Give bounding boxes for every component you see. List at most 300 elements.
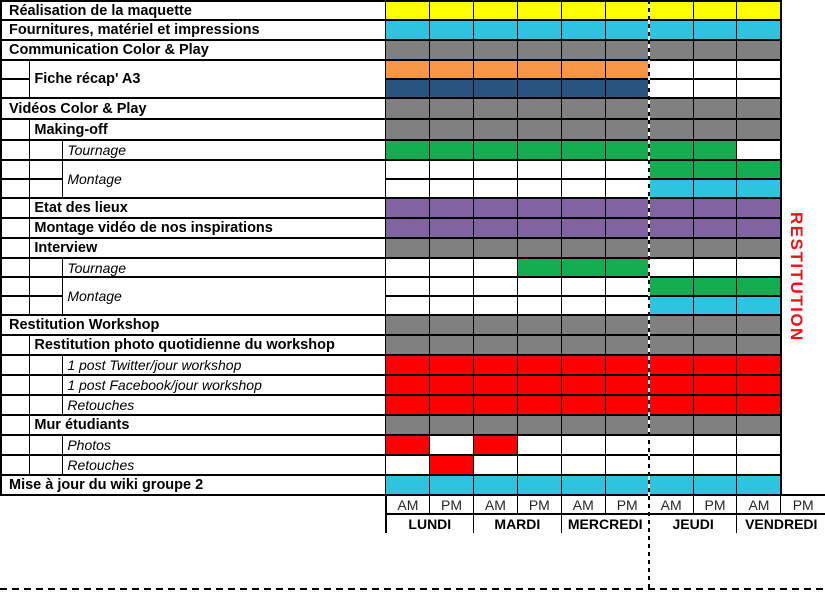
indent-cell[interactable]	[30, 179, 63, 198]
schedule-cell[interactable]	[430, 296, 474, 315]
schedule-cell[interactable]	[430, 179, 474, 198]
task-label[interactable]: Photos	[63, 435, 386, 455]
schedule-cell[interactable]	[693, 335, 737, 355]
schedule-cell[interactable]	[649, 218, 693, 238]
schedule-cell[interactable]	[693, 415, 737, 435]
schedule-cell[interactable]	[561, 315, 605, 335]
schedule-cell[interactable]	[386, 40, 430, 60]
schedule-cell[interactable]	[517, 40, 561, 60]
schedule-cell[interactable]	[561, 277, 605, 296]
task-label[interactable]: Making-off	[30, 119, 386, 140]
schedule-cell[interactable]	[737, 160, 781, 179]
task-label[interactable]: Mur étudiants	[30, 415, 386, 435]
schedule-cell[interactable]	[737, 218, 781, 238]
schedule-cell[interactable]	[517, 475, 561, 495]
schedule-cell[interactable]	[517, 60, 561, 79]
schedule-cell[interactable]	[561, 1, 605, 20]
schedule-cell[interactable]	[386, 455, 430, 475]
schedule-cell[interactable]	[386, 277, 430, 296]
schedule-cell[interactable]	[649, 60, 693, 79]
schedule-cell[interactable]	[561, 455, 605, 475]
schedule-cell[interactable]	[473, 40, 517, 60]
schedule-cell[interactable]	[561, 355, 605, 375]
schedule-cell[interactable]	[386, 315, 430, 335]
schedule-cell[interactable]	[693, 238, 737, 258]
schedule-cell[interactable]	[737, 475, 781, 495]
schedule-cell[interactable]	[430, 218, 474, 238]
schedule-cell[interactable]	[605, 60, 649, 79]
indent-cell[interactable]	[1, 179, 30, 198]
schedule-cell[interactable]	[473, 218, 517, 238]
schedule-cell[interactable]	[649, 455, 693, 475]
schedule-cell[interactable]	[386, 238, 430, 258]
schedule-cell[interactable]	[473, 79, 517, 98]
schedule-cell[interactable]	[605, 1, 649, 20]
schedule-cell[interactable]	[517, 20, 561, 40]
schedule-cell[interactable]	[605, 475, 649, 495]
schedule-cell[interactable]	[561, 218, 605, 238]
page-break-horizontal-line	[0, 588, 825, 590]
schedule-cell[interactable]	[517, 119, 561, 140]
schedule-cell[interactable]	[386, 258, 430, 277]
schedule-cell[interactable]	[649, 258, 693, 277]
task-label[interactable]: Fournitures, matériel et impressions	[1, 20, 386, 40]
schedule-cell[interactable]	[693, 395, 737, 415]
schedule-cell[interactable]	[649, 277, 693, 296]
task-label[interactable]: Montage	[63, 160, 386, 198]
schedule-cell[interactable]	[693, 198, 737, 218]
schedule-cell[interactable]	[605, 198, 649, 218]
schedule-cell[interactable]	[473, 395, 517, 415]
schedule-cell[interactable]	[605, 40, 649, 60]
indent-cell[interactable]	[1, 258, 30, 277]
schedule-cell[interactable]	[561, 160, 605, 179]
schedule-cell[interactable]	[737, 20, 781, 40]
schedule-cell[interactable]	[649, 79, 693, 98]
schedule-cell[interactable]	[649, 1, 693, 20]
day-header-cell[interactable]: JEUDI	[649, 514, 737, 533]
schedule-cell[interactable]	[693, 140, 737, 160]
schedule-cell[interactable]	[561, 258, 605, 277]
schedule-cell[interactable]	[473, 1, 517, 20]
schedule-cell[interactable]	[430, 60, 474, 79]
schedule-cell[interactable]	[737, 355, 781, 375]
task-row	[1, 395, 825, 415]
schedule-cell[interactable]	[473, 258, 517, 277]
schedule-cell[interactable]	[605, 160, 649, 179]
schedule-cell[interactable]	[737, 415, 781, 435]
schedule-cell[interactable]	[517, 238, 561, 258]
halfday-header-row	[1, 495, 825, 514]
schedule-cell[interactable]	[430, 160, 474, 179]
schedule-cell[interactable]	[649, 140, 693, 160]
schedule-cell[interactable]	[693, 258, 737, 277]
task-label[interactable]: Communication Color & Play	[1, 40, 386, 60]
schedule-cell[interactable]	[430, 20, 474, 40]
schedule-cell[interactable]	[473, 20, 517, 40]
indent-cell[interactable]	[1, 277, 30, 296]
task-label[interactable]: Tournage	[63, 258, 386, 277]
schedule-cell[interactable]	[737, 258, 781, 277]
indent-cell[interactable]	[30, 455, 63, 475]
schedule-cell[interactable]	[517, 415, 561, 435]
schedule-cell[interactable]	[605, 415, 649, 435]
schedule-cell[interactable]	[693, 315, 737, 335]
schedule-cell[interactable]	[430, 435, 474, 455]
schedule-cell[interactable]	[737, 435, 781, 455]
schedule-cell[interactable]	[605, 140, 649, 160]
task-row	[1, 119, 825, 140]
schedule-cell[interactable]	[517, 140, 561, 160]
schedule-cell[interactable]	[561, 375, 605, 395]
schedule-cell[interactable]	[737, 1, 781, 20]
schedule-cell[interactable]	[649, 98, 693, 119]
schedule-cell[interactable]	[430, 277, 474, 296]
halfday-header-cell[interactable]: PM	[430, 495, 474, 514]
schedule-cell[interactable]	[605, 218, 649, 238]
schedule-cell[interactable]	[430, 315, 474, 335]
schedule-cell[interactable]	[473, 140, 517, 160]
schedule-cell[interactable]	[517, 258, 561, 277]
schedule-cell[interactable]	[430, 119, 474, 140]
schedule-cell[interactable]	[517, 335, 561, 355]
schedule-cell[interactable]	[737, 335, 781, 355]
schedule-cell[interactable]	[737, 277, 781, 296]
indent-cell[interactable]	[1, 455, 30, 475]
schedule-cell[interactable]	[430, 258, 474, 277]
indent-cell[interactable]	[1, 218, 30, 238]
schedule-cell[interactable]	[737, 395, 781, 415]
indent-cell[interactable]	[30, 258, 63, 277]
schedule-cell[interactable]	[386, 335, 430, 355]
schedule-cell[interactable]	[386, 1, 430, 20]
schedule-cell[interactable]	[693, 40, 737, 60]
schedule-cell[interactable]	[473, 435, 517, 455]
schedule-cell[interactable]	[605, 238, 649, 258]
schedule-cell[interactable]	[737, 315, 781, 335]
schedule-cell[interactable]	[517, 296, 561, 315]
halfday-header-cell[interactable]: PM	[693, 495, 737, 514]
schedule-cell[interactable]	[517, 1, 561, 20]
schedule-cell[interactable]	[386, 375, 430, 395]
schedule-cell[interactable]	[430, 375, 474, 395]
schedule-cell[interactable]	[473, 160, 517, 179]
schedule-cell[interactable]	[561, 60, 605, 79]
schedule-cell[interactable]	[605, 315, 649, 335]
schedule-cell[interactable]	[386, 475, 430, 495]
schedule-cell[interactable]	[517, 218, 561, 238]
schedule-cell[interactable]	[649, 355, 693, 375]
schedule-cell[interactable]	[561, 415, 605, 435]
empty-cell	[1, 495, 386, 533]
schedule-cell[interactable]	[737, 198, 781, 218]
schedule-cell[interactable]	[517, 160, 561, 179]
schedule-cell[interactable]	[517, 375, 561, 395]
halfday-header-cell[interactable]: PM	[781, 495, 825, 514]
schedule-cell[interactable]	[473, 455, 517, 475]
schedule-cell[interactable]	[737, 40, 781, 60]
schedule-cell[interactable]	[386, 119, 430, 140]
task-label[interactable]: Etat des lieux	[30, 198, 386, 218]
schedule-cell[interactable]	[473, 238, 517, 258]
schedule-cell[interactable]	[517, 198, 561, 218]
indent-cell[interactable]	[30, 355, 63, 375]
task-row	[1, 435, 825, 455]
schedule-cell[interactable]	[386, 395, 430, 415]
schedule-cell[interactable]	[561, 40, 605, 60]
schedule-cell[interactable]	[605, 355, 649, 375]
halfday-header-cell[interactable]: PM	[605, 495, 649, 514]
schedule-cell[interactable]	[737, 296, 781, 315]
schedule-cell[interactable]	[561, 198, 605, 218]
schedule-cell[interactable]	[693, 20, 737, 40]
indent-cell[interactable]	[1, 296, 30, 315]
schedule-cell[interactable]	[517, 455, 561, 475]
indent-cell[interactable]	[1, 160, 30, 179]
task-label[interactable]: 1 post Facebook/jour workshop	[63, 375, 386, 395]
schedule-cell[interactable]	[430, 455, 474, 475]
schedule-cell[interactable]	[605, 20, 649, 40]
schedule-cell[interactable]	[430, 1, 474, 20]
schedule-cell[interactable]	[693, 179, 737, 198]
halfday-header-cell[interactable]: PM	[517, 495, 561, 514]
indent-cell[interactable]	[30, 435, 63, 455]
schedule-cell[interactable]	[693, 60, 737, 79]
schedule-cell[interactable]	[561, 98, 605, 119]
schedule-cell[interactable]	[473, 375, 517, 395]
schedule-cell[interactable]	[737, 375, 781, 395]
schedule-cell[interactable]	[649, 395, 693, 415]
schedule-cell[interactable]	[649, 475, 693, 495]
schedule-cell[interactable]	[649, 296, 693, 315]
task-row	[1, 1, 825, 20]
schedule-cell[interactable]	[737, 455, 781, 475]
schedule-cell[interactable]	[473, 355, 517, 375]
indent-cell[interactable]	[1, 355, 30, 375]
schedule-cell[interactable]	[693, 296, 737, 315]
schedule-cell[interactable]	[430, 355, 474, 375]
task-label[interactable]: Montage vidéo de nos inspirations	[30, 218, 386, 238]
schedule-cell[interactable]	[605, 119, 649, 140]
task-label[interactable]: Réalisation de la maquette	[1, 1, 386, 20]
schedule-cell[interactable]	[473, 98, 517, 119]
schedule-cell[interactable]	[561, 179, 605, 198]
indent-cell[interactable]	[30, 395, 63, 415]
schedule-cell[interactable]	[737, 98, 781, 119]
schedule-cell[interactable]	[693, 79, 737, 98]
schedule-cell[interactable]	[386, 435, 430, 455]
schedule-cell[interactable]	[386, 98, 430, 119]
day-header-cell[interactable]: MERCREDI	[561, 514, 649, 533]
schedule-cell[interactable]	[386, 79, 430, 98]
schedule-cell[interactable]	[473, 198, 517, 218]
schedule-cell[interactable]	[473, 296, 517, 315]
indent-cell[interactable]	[1, 395, 30, 415]
schedule-cell[interactable]	[693, 435, 737, 455]
schedule-cell[interactable]	[561, 435, 605, 455]
schedule-cell[interactable]	[517, 179, 561, 198]
schedule-cell[interactable]	[693, 455, 737, 475]
schedule-cell[interactable]	[430, 40, 474, 60]
schedule-cell[interactable]	[386, 355, 430, 375]
schedule-cell[interactable]	[473, 119, 517, 140]
schedule-cell[interactable]	[430, 140, 474, 160]
schedule-cell[interactable]	[649, 415, 693, 435]
halfday-header-cell[interactable]: AM	[737, 495, 781, 514]
schedule-cell[interactable]	[649, 238, 693, 258]
schedule-cell[interactable]	[561, 395, 605, 415]
schedule-cell[interactable]	[517, 315, 561, 335]
indent-cell[interactable]	[30, 140, 63, 160]
schedule-cell[interactable]	[386, 140, 430, 160]
schedule-cell[interactable]	[386, 296, 430, 315]
schedule-cell[interactable]	[693, 475, 737, 495]
schedule-cell[interactable]	[386, 160, 430, 179]
indent-cell[interactable]	[1, 375, 30, 395]
task-label[interactable]: Montage	[63, 277, 386, 315]
indent-cell[interactable]	[30, 160, 63, 179]
schedule-cell[interactable]	[693, 98, 737, 119]
schedule-cell[interactable]	[473, 60, 517, 79]
schedule-cell[interactable]	[473, 415, 517, 435]
day-header-cell[interactable]: LUNDI	[386, 514, 474, 533]
schedule-cell[interactable]	[430, 79, 474, 98]
schedule-cell[interactable]	[693, 1, 737, 20]
schedule-cell[interactable]	[517, 355, 561, 375]
schedule-cell[interactable]	[693, 218, 737, 238]
task-label[interactable]: Retouches	[63, 455, 386, 475]
schedule-cell[interactable]	[473, 475, 517, 495]
indent-cell[interactable]	[1, 198, 30, 218]
schedule-cell[interactable]	[693, 375, 737, 395]
schedule-cell[interactable]	[737, 140, 781, 160]
schedule-cell[interactable]	[430, 238, 474, 258]
schedule-cell[interactable]	[386, 179, 430, 198]
schedule-cell[interactable]	[605, 455, 649, 475]
schedule-cell[interactable]	[693, 119, 737, 140]
indent-cell[interactable]	[1, 435, 30, 455]
schedule-cell[interactable]	[605, 98, 649, 119]
indent-cell[interactable]	[1, 140, 30, 160]
schedule-cell[interactable]	[605, 258, 649, 277]
schedule-cell[interactable]	[473, 179, 517, 198]
task-label[interactable]: 1 post Twitter/jour workshop	[63, 355, 386, 375]
indent-cell[interactable]	[30, 375, 63, 395]
schedule-cell[interactable]	[605, 296, 649, 315]
task-label[interactable]: Fiche récap' A3	[30, 60, 386, 98]
schedule-cell[interactable]	[430, 198, 474, 218]
schedule-cell[interactable]	[649, 20, 693, 40]
schedule-cell[interactable]	[473, 277, 517, 296]
schedule-cell[interactable]	[649, 198, 693, 218]
schedule-cell[interactable]	[517, 98, 561, 119]
schedule-cell[interactable]	[649, 119, 693, 140]
schedule-cell[interactable]	[430, 98, 474, 119]
day-header-cell[interactable]: MARDI	[473, 514, 561, 533]
schedule-cell[interactable]	[605, 395, 649, 415]
schedule-cell[interactable]	[386, 20, 430, 40]
schedule-cell[interactable]	[649, 335, 693, 355]
indent-cell[interactable]	[1, 79, 30, 98]
schedule-cell[interactable]	[649, 375, 693, 395]
schedule-cell[interactable]	[605, 335, 649, 355]
schedule-cell[interactable]	[605, 435, 649, 455]
schedule-cell[interactable]	[561, 475, 605, 495]
schedule-cell[interactable]	[517, 79, 561, 98]
schedule-cell[interactable]	[517, 277, 561, 296]
schedule-cell[interactable]	[386, 60, 430, 79]
task-label[interactable]: Retouches	[63, 395, 386, 415]
task-label[interactable]: Interview	[30, 238, 386, 258]
restitution-label[interactable]: RESTITUTION	[787, 212, 806, 342]
schedule-cell[interactable]	[605, 277, 649, 296]
schedule-cell[interactable]	[561, 238, 605, 258]
schedule-cell[interactable]	[737, 60, 781, 79]
schedule-cell[interactable]	[605, 179, 649, 198]
task-label[interactable]: Vidéos Color & Play	[1, 98, 386, 119]
schedule-cell[interactable]	[737, 238, 781, 258]
halfday-header-cell[interactable]: AM	[386, 495, 430, 514]
schedule-cell[interactable]	[737, 179, 781, 198]
schedule-cell[interactable]	[473, 335, 517, 355]
schedule-cell[interactable]	[561, 119, 605, 140]
schedule-cell[interactable]	[430, 475, 474, 495]
day-header-cell[interactable]: VENDREDI	[737, 514, 825, 533]
halfday-header-cell[interactable]: AM	[473, 495, 517, 514]
schedule-cell[interactable]	[517, 435, 561, 455]
schedule-cell[interactable]	[517, 395, 561, 415]
task-label[interactable]: Tournage	[63, 140, 386, 160]
task-label[interactable]: Restitution photo quotidienne du workshop	[30, 335, 386, 355]
schedule-cell[interactable]	[386, 218, 430, 238]
task-label[interactable]: Mise à jour du wiki groupe 2	[1, 475, 386, 495]
indent-cell[interactable]	[1, 60, 30, 79]
schedule-cell[interactable]	[561, 335, 605, 355]
schedule-cell[interactable]	[430, 335, 474, 355]
halfday-header-cell[interactable]: AM	[649, 495, 693, 514]
indent-cell[interactable]	[30, 296, 63, 315]
schedule-cell[interactable]	[561, 140, 605, 160]
schedule-cell[interactable]	[561, 79, 605, 98]
indent-cell[interactable]	[30, 277, 63, 296]
schedule-cell[interactable]	[693, 355, 737, 375]
task-label[interactable]: Restitution Workshop	[1, 315, 386, 335]
schedule-cell[interactable]	[386, 415, 430, 435]
schedule-cell[interactable]	[561, 296, 605, 315]
schedule-cell[interactable]	[649, 435, 693, 455]
schedule-cell[interactable]	[605, 375, 649, 395]
indent-cell[interactable]	[1, 335, 30, 355]
indent-cell[interactable]	[1, 238, 30, 258]
schedule-cell[interactable]	[737, 79, 781, 98]
indent-cell[interactable]	[1, 415, 30, 435]
schedule-cell[interactable]	[649, 315, 693, 335]
schedule-cell[interactable]	[693, 160, 737, 179]
indent-cell[interactable]	[1, 119, 30, 140]
schedule-cell[interactable]	[430, 395, 474, 415]
schedule-cell[interactable]	[473, 315, 517, 335]
halfday-header-cell[interactable]: AM	[561, 495, 605, 514]
schedule-cell[interactable]	[693, 277, 737, 296]
schedule-cell[interactable]	[737, 119, 781, 140]
schedule-cell[interactable]	[649, 160, 693, 179]
schedule-cell[interactable]	[649, 40, 693, 60]
schedule-cell[interactable]	[430, 415, 474, 435]
schedule-cell[interactable]	[649, 179, 693, 198]
schedule-cell[interactable]	[386, 198, 430, 218]
schedule-cell[interactable]	[561, 20, 605, 40]
schedule-cell[interactable]	[605, 79, 649, 98]
